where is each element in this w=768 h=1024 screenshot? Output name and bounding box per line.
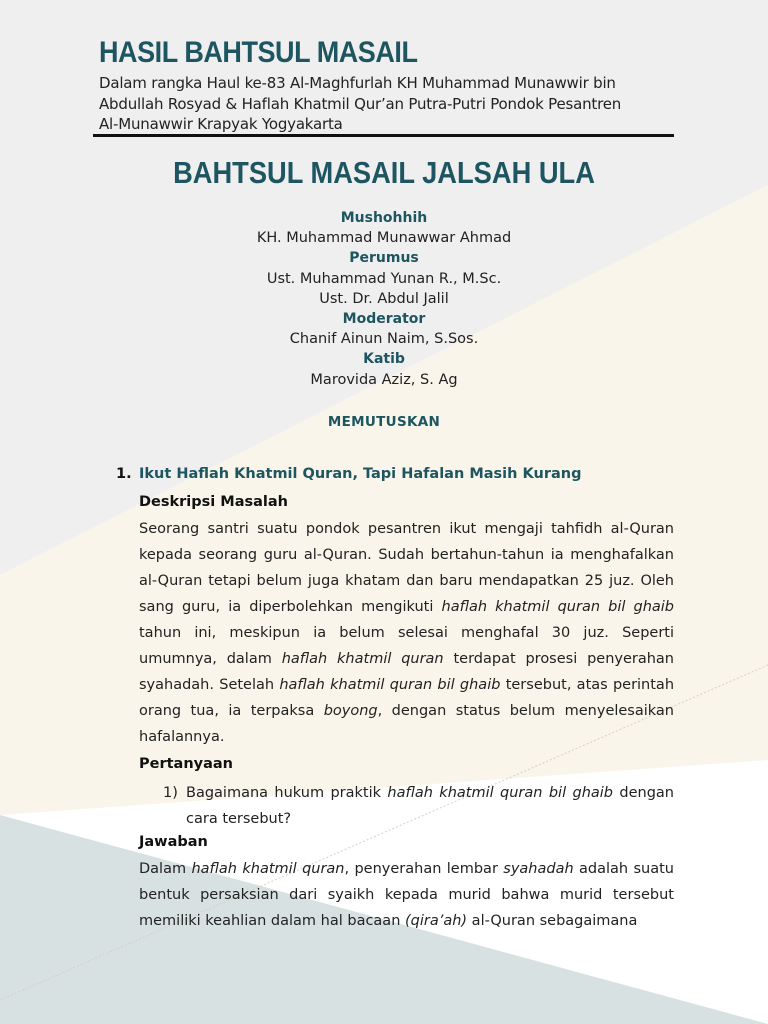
answer-paragraph — [139, 856, 674, 934]
text-run: al-Quran tetapi belum juga khatam dan baru mendapatkan 25 juz. Oleh — [139, 573, 674, 589]
role-label-katib: Katib — [363, 351, 405, 368]
question-heading: Pertanyaan — [139, 756, 233, 772]
subtitle-line: Al-Munawwir Krapyak Yogyakarta — [99, 115, 343, 133]
text-run: syahadah. Setelah — [139, 677, 280, 693]
italic-term: (qira’ah) — [405, 913, 468, 929]
question-number: 1) — [163, 785, 178, 801]
document-title: HASIL BAHTSUL MASAIL — [99, 36, 418, 69]
text-line — [139, 620, 674, 646]
session-title: BAHTSUL MASAIL JALSAH ULA — [173, 155, 595, 190]
subtitle-line: Abdullah Rosyad & Haflah Khatmil Qur’an Putra-Putri Pondok Pesantren — [99, 94, 622, 113]
text-run: sang guru, ia diperbolehkan mengikuti — [139, 599, 442, 615]
text-line — [139, 882, 674, 908]
text-run: , dengan status belum menyelesaikan — [377, 703, 674, 719]
text-run: orang tua, ia terpaksa — [139, 703, 324, 719]
text-run: cara tersebut? — [186, 811, 292, 827]
document-subtitle — [99, 73, 679, 135]
italic-term: haflah khatmil quran bil ghaib — [441, 599, 675, 615]
person-name: Ust. Muhammad Yunan R., M.Sc. — [266, 270, 502, 287]
text-line — [139, 856, 674, 882]
italic-term: haflah khatmil quran — [191, 861, 345, 877]
text-line — [139, 672, 674, 698]
person-name: Chanif Ainun Naim, S.Sos. — [289, 331, 479, 348]
text-run: Dalam — [139, 861, 192, 877]
text-run: umumnya, dalam — [139, 651, 282, 667]
person-name: KH. Muhammad Munawwar Ahmad — [256, 230, 512, 247]
text-run: adalah suatu — [573, 861, 674, 877]
text-line — [186, 806, 674, 832]
italic-term: haflah khatmil quran — [281, 651, 444, 667]
person-name: Ust. Dr. Abdul Jalil — [319, 290, 449, 307]
description-heading: Deskripsi Masalah — [139, 494, 289, 510]
italic-term: haflah khatmil quran bil ghaib — [279, 677, 501, 693]
text-run: tahun ini, meskipun ia belum selesai menghafal 30 juz. Seperti — [139, 625, 674, 641]
text-line — [139, 594, 674, 620]
item-number: 1. — [116, 466, 132, 482]
text-run: Seorang santri suatu pondok pesantren ikut mengaji tahfidh al-Quran — [139, 521, 674, 537]
text-run: terdapat prosesi penyerahan — [443, 651, 675, 667]
text-run: Bagaimana hukum praktik — [186, 785, 388, 801]
text-line — [139, 724, 674, 750]
text-run: bentuk persaksian dari syaikh kepada murid bahwa murid tersebut — [139, 887, 674, 903]
text-run: kepada seorang guru al-Quran. Sudah bertahun-tahun ia menghafalkan — [139, 547, 674, 563]
answer-heading: Jawaban — [139, 834, 208, 850]
description-paragraph — [139, 516, 674, 750]
text-line — [139, 542, 674, 568]
text-run: memiliki keahlian dalam hal bacaan — [139, 913, 405, 929]
role-label-perumus: Perumus — [349, 250, 419, 267]
italic-term: haflah khatmil quran bil ghaib — [387, 785, 614, 801]
question-text — [186, 780, 674, 832]
text-line — [139, 698, 674, 724]
role-label-mushohhih: Mushohhih — [340, 210, 428, 226]
text-line — [139, 908, 674, 934]
text-line — [139, 568, 674, 594]
role-label-moderator: Moderator — [342, 310, 426, 327]
text-run: tersebut, atas perintah — [500, 677, 675, 693]
text-line — [139, 516, 674, 542]
text-run: al-Quran sebagaimana — [467, 913, 638, 929]
subtitle-line: Dalam rangka Haul ke-83 Al-Maghfurlah KH Muhammad Munawwir bin — [99, 74, 616, 92]
text-line — [186, 780, 674, 806]
text-run: hafalannya. — [139, 729, 225, 745]
person-name: Marovida Aziz, S. Ag — [310, 371, 458, 388]
italic-term: boyong — [323, 703, 378, 719]
text-line — [139, 646, 674, 672]
italic-term: syahadah — [503, 861, 574, 877]
text-run: , penyerahan lembar — [344, 861, 504, 877]
committee-list — [0, 208, 768, 390]
text-run: dengan — [613, 785, 674, 801]
header-divider — [93, 134, 674, 137]
item-title: Ikut Haflah Khatmil Quran, Tapi Hafalan Masih Kurang — [139, 466, 582, 482]
decision-heading: MEMUTUSKAN — [327, 414, 441, 430]
